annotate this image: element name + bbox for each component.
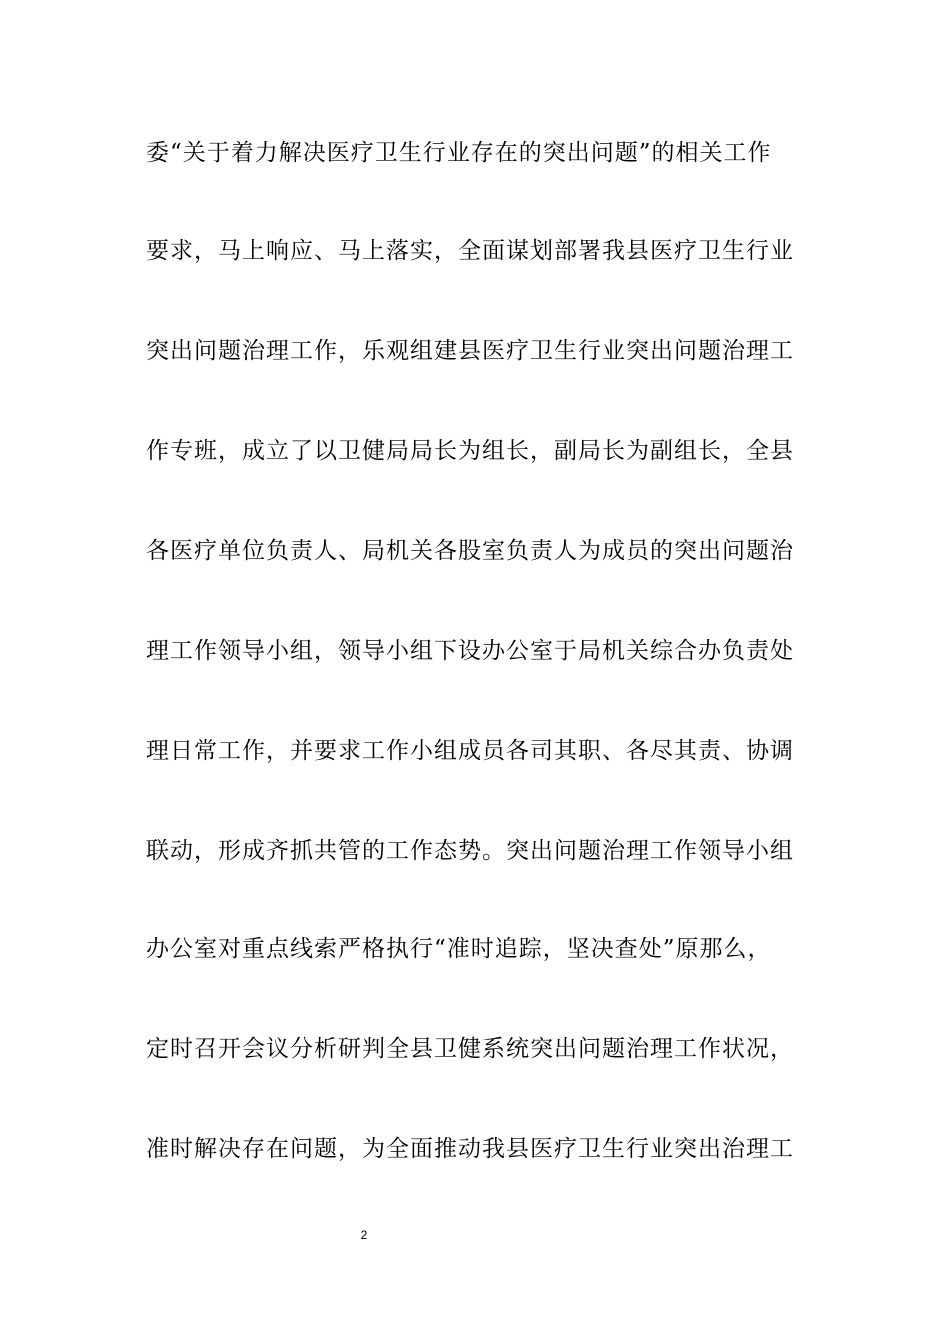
- body-text-line: 委“关于着力解决医疗卫生行业存在的突出问题”的相关工作: [146, 140, 772, 166]
- body-text-line: 理日常工作，并要求工作小组成员各司其职、各尽其责、协调: [146, 738, 794, 764]
- page-number: 2: [360, 1228, 368, 1242]
- body-text-line: 各医疗单位负责人、局机关各股室负责人为成员的突出问题治: [146, 538, 794, 564]
- body-text-line: 联动，形成齐抓共管的工作态势。突出问题治理工作领导小组: [146, 838, 794, 864]
- body-text-line: 要求，马上响应、马上落实，全面谋划部署我县医疗卫生行业: [146, 238, 794, 264]
- body-text-line: 理工作领导小组，领导小组下设办公室于局机关综合办负责处: [146, 638, 794, 664]
- body-text-line: 作专班，成立了以卫健局局长为组长，副局长为副组长，全县: [146, 438, 794, 464]
- body-text-line: 准时解决存在问题，为全面推动我县医疗卫生行业突出治理工: [146, 1136, 794, 1162]
- body-text-line: 办公室对重点线索严格执行“准时追踪，坚决查处”原那么，: [146, 936, 772, 962]
- body-text-line: 定时召开会议分析研判全县卫健系统突出问题治理工作状况，: [146, 1036, 794, 1062]
- body-text-line: 突出问题治理工作，乐观组建县医疗卫生行业突出问题治理工: [146, 338, 794, 364]
